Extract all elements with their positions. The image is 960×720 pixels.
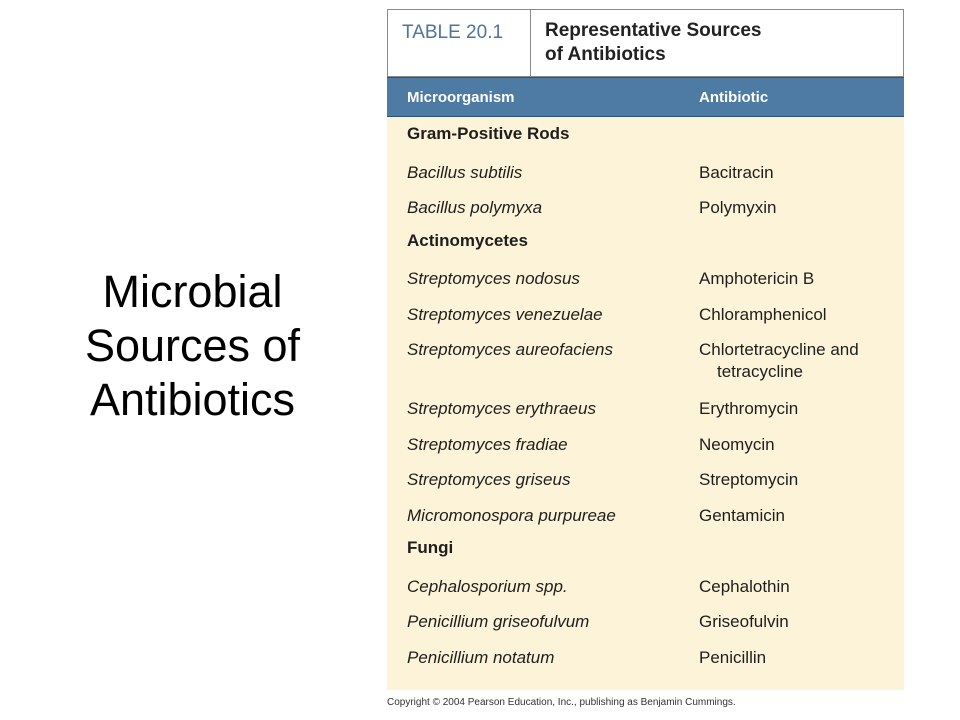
column-header-microorganism: Microorganism	[407, 89, 515, 106]
table-header	[387, 9, 904, 77]
organism-cell: Streptomyces venezuelae	[407, 304, 603, 324]
slide-title-line: Antibiotics	[89, 374, 296, 425]
organism-cell: Cephalosporium spp.	[407, 576, 568, 596]
antibiotic-cell: Chloramphenicol	[699, 304, 827, 324]
table-row	[387, 192, 904, 228]
table-row	[387, 606, 904, 642]
slide-title-line: Sources of	[84, 320, 301, 371]
antibiotic-cell: Penicillin	[699, 647, 767, 667]
antibiotic-cell: Cephalothin	[699, 576, 790, 596]
antibiotic-cell: Neomycin	[699, 434, 775, 454]
group-header-row	[387, 121, 904, 157]
table-row	[387, 393, 904, 429]
group-label: Fungi	[407, 538, 454, 557]
table-row	[387, 157, 904, 193]
organism-cell: Penicillium notatum	[407, 647, 555, 667]
antibiotic-cell-line: tetracycline	[717, 362, 803, 381]
organism-cell: Penicillium griseofulvum	[407, 612, 590, 631]
organism-cell: Micromonospora purpureae	[407, 505, 616, 525]
header-divider	[530, 10, 531, 76]
slide-title-line: Microbial	[102, 266, 283, 317]
column-header-antibiotic: Antibiotic	[699, 89, 769, 106]
table-row	[387, 263, 904, 299]
group-header-row	[387, 535, 904, 571]
organism-cell: Bacillus polymyxa	[407, 198, 543, 217]
column-header-bar	[387, 77, 904, 117]
table-caption-line: Representative Sources	[545, 20, 762, 41]
antibiotics-table	[387, 9, 904, 690]
group-label: Actinomycetes	[407, 230, 528, 250]
antibiotic-cell-line: Chlortetracycline and	[699, 340, 859, 359]
copyright-notice: Copyright © 2004 Pearson Education, Inc., publishing as Benjamin Cummings.	[387, 697, 736, 708]
table-body	[387, 121, 904, 677]
table-number: TABLE 20.1	[402, 22, 504, 43]
organism-cell: Streptomyces griseus	[407, 470, 571, 489]
group-label: Gram-Positive Rods	[407, 124, 570, 143]
organism-cell: Streptomyces nodosus	[407, 269, 580, 288]
table-row	[387, 500, 904, 536]
table-row	[387, 571, 904, 607]
organism-cell: Bacillus subtilis	[407, 162, 523, 182]
antibiotic-cell: Amphotericin B	[699, 269, 815, 288]
antibiotic-cell: Gentamicin	[699, 505, 785, 525]
antibiotic-cell: Streptomycin	[699, 470, 799, 489]
table-row	[387, 334, 904, 393]
table-row	[387, 464, 904, 500]
organism-cell: Streptomyces aureofaciens	[407, 340, 613, 359]
table-row	[387, 299, 904, 335]
antibiotic-cell: Polymyxin	[699, 198, 777, 217]
table-caption-line: of Antibiotics	[545, 44, 666, 65]
organism-cell: Streptomyces fradiae	[407, 434, 568, 454]
slide-title	[20, 265, 365, 427]
antibiotic-cell: Bacitracin	[699, 162, 774, 182]
antibiotic-cell	[699, 339, 899, 383]
group-header-row	[387, 228, 904, 264]
antibiotic-cell: Griseofulvin	[699, 612, 789, 631]
table-row	[387, 642, 904, 678]
table-caption	[545, 19, 762, 67]
table-row	[387, 429, 904, 465]
organism-cell: Streptomyces erythraeus	[407, 399, 596, 418]
antibiotic-cell: Erythromycin	[699, 399, 799, 418]
